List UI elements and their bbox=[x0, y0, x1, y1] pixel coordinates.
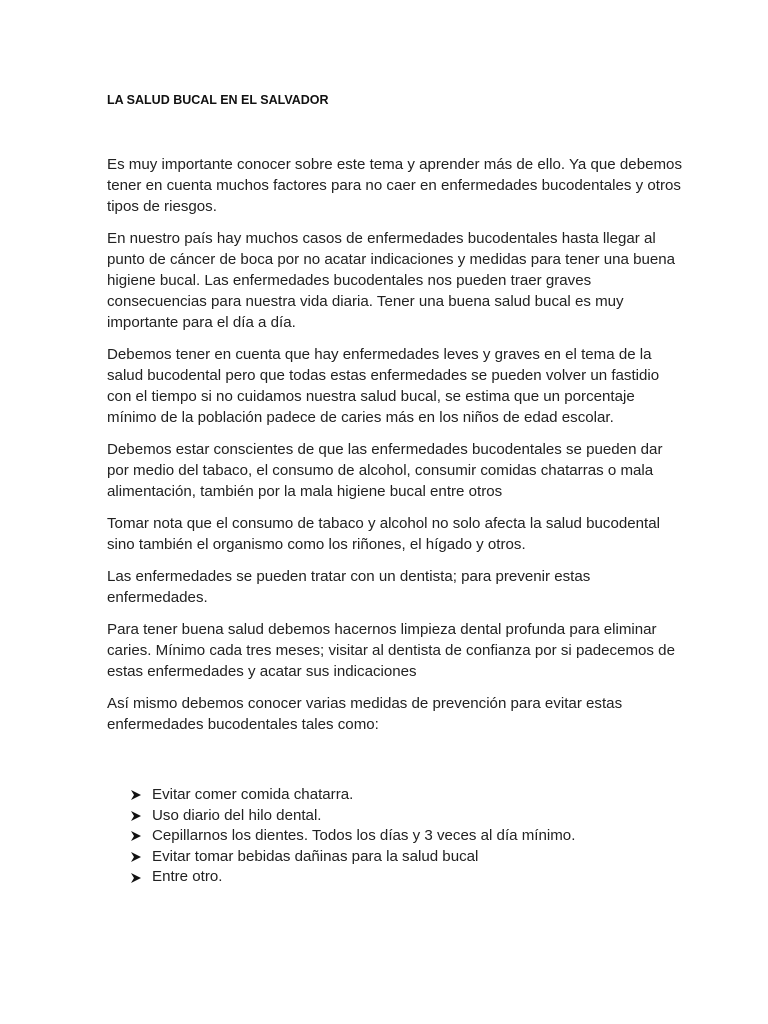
list-item bbox=[130, 826, 575, 847]
list-item bbox=[130, 785, 575, 806]
paragraph: Las enfermedades se pueden tratar con un dentista; para prevenir estas enfermedades. bbox=[107, 568, 591, 606]
list-item bbox=[130, 806, 575, 827]
list-item bbox=[130, 867, 575, 888]
arrowhead-bullet-icon bbox=[130, 830, 152, 842]
list-item-text: Evitar tomar bebidas dañinas para la salud bucal bbox=[152, 847, 479, 865]
arrowhead-bullet-icon bbox=[130, 872, 152, 884]
paragraph: Debemos tener en cuenta que hay enfermedades leves y graves en el tema de la salud bucodental pero que todas estas enfermedades se pueden volver un fastidio con el tiempo si no cuidamos nuestra salud bucal, se estima que un porcentaje mínimo de la población padece de caries más en los niños de edad escolar. bbox=[107, 346, 660, 426]
list-item-text: Evitar comer comida chatarra. bbox=[152, 786, 354, 803]
list-item-text: Entre otro. bbox=[152, 868, 223, 886]
paragraph: Es muy importante conocer sobre este tema y aprender más de ello. Ya que debemos tener en cuenta muchos factores para no caer en enfermedades bucodentales y otros tipos de riesgos. bbox=[107, 156, 682, 215]
list-item-text: Cepillarnos los dientes. Todos los días y 3 veces al día mínimo. bbox=[152, 827, 576, 845]
paragraph: En nuestro país hay muchos casos de enfermedades bucodentales hasta llegar al punto de cáncer de boca por no acatar indicaciones y medidas para tener una buena higiene bucal. Las enfermedades bucodentales nos pueden traer graves consecuencias para nuestra vida diaria. Tener una buena salud bucal es muy importante para el día a día. bbox=[107, 230, 676, 331]
arrowhead-bullet-icon bbox=[130, 810, 152, 822]
paragraph: Así mismo debemos conocer varias medidas de prevención para evitar estas enfermedades bucodentales tales como: bbox=[107, 695, 623, 733]
paragraph: Debemos estar conscientes de que las enfermedades bucodentales se pueden dar por medio del tabaco, el consumo de alcohol, consumir comidas chatarras o mala alimentación, también por la mala higiene bucal entre otros bbox=[107, 441, 663, 500]
arrowhead-bullet-icon bbox=[130, 789, 152, 801]
prevention-list bbox=[130, 785, 575, 888]
arrowhead-bullet-icon bbox=[130, 851, 152, 863]
document-body bbox=[107, 154, 687, 746]
list-item-text: Uso diario del hilo dental. bbox=[152, 806, 322, 824]
paragraph: Para tener buena salud debemos hacernos limpieza dental profunda para eliminar caries. Mínimo cada tres meses; visitar al dentista de confianza por si padecemos de estas enfermedades y acatar sus indicaciones bbox=[107, 621, 675, 680]
document-title: LA SALUD BUCAL EN EL SALVADOR bbox=[107, 93, 329, 107]
list-item bbox=[130, 847, 575, 868]
paragraph: Tomar nota que el consumo de tabaco y alcohol no solo afecta la salud bucodental sino también el organismo como los riñones, el hígado y otros. bbox=[107, 515, 660, 553]
